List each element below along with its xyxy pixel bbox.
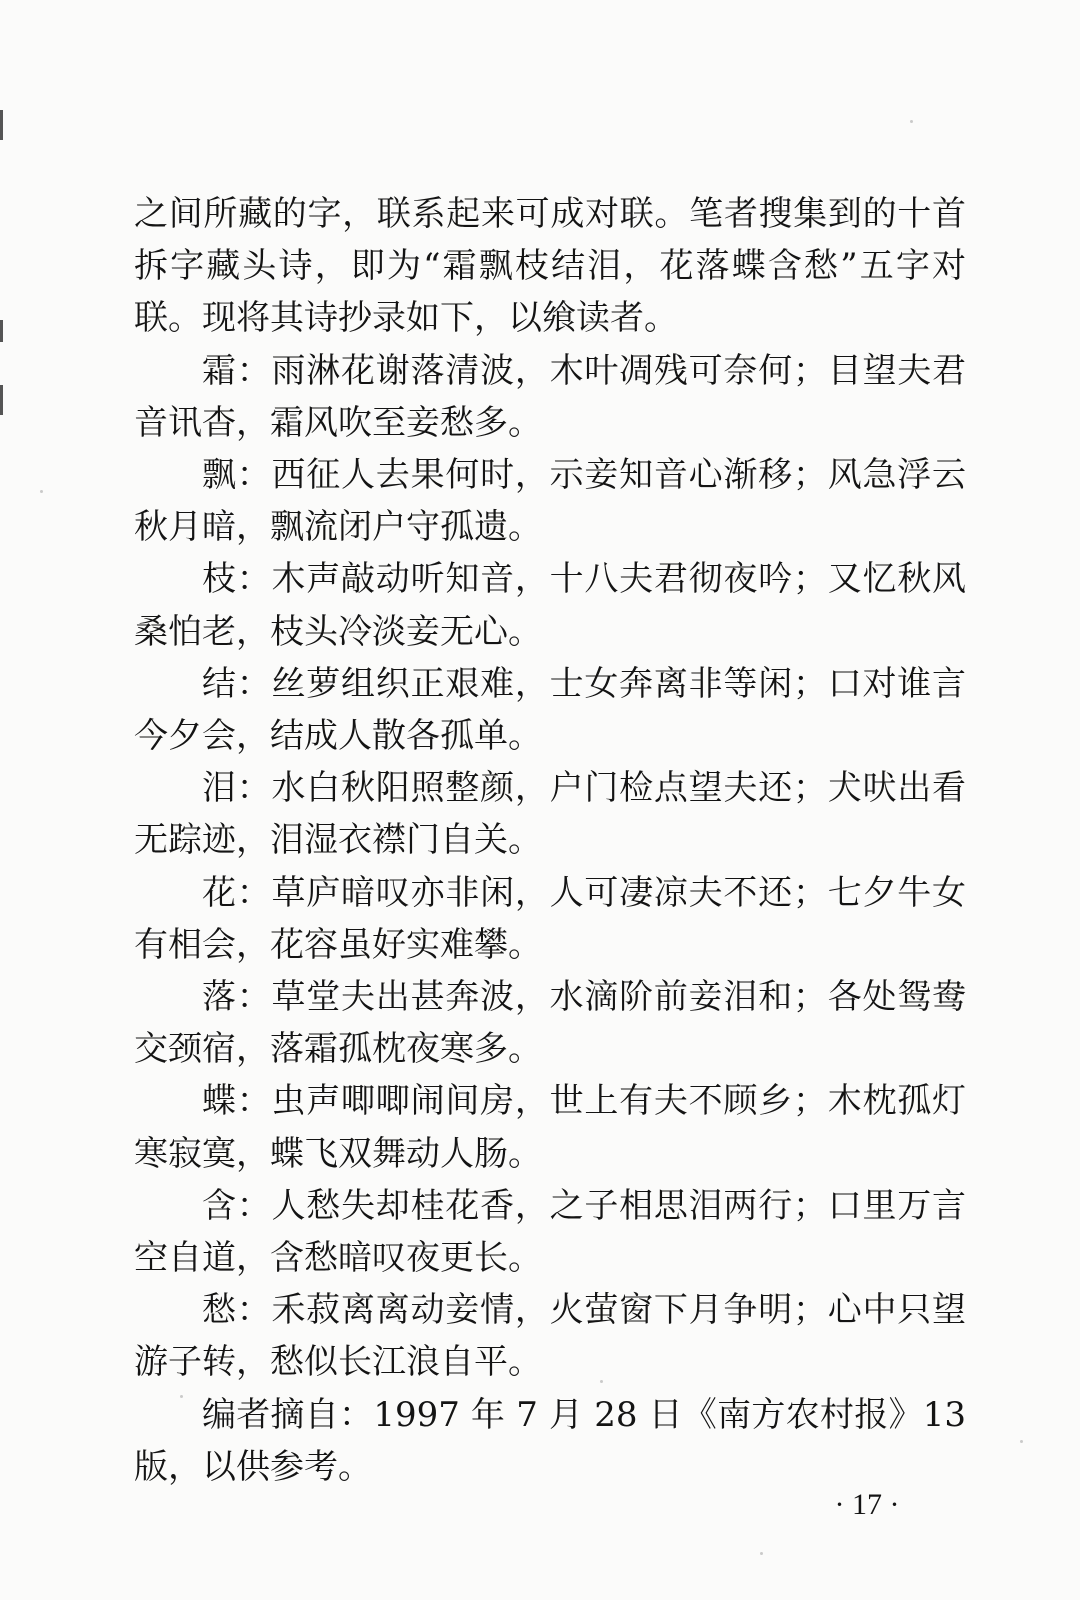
poem-zhi: 枝：木声敲动听知音，十八夫君彻夜吟；又忆秋风桑怕老，枝头冷淡妾无心。 (134, 559, 966, 652)
scan-speck (40, 490, 43, 493)
intro-paragraph: 之间所藏的字，联系起来可成对联。笔者搜集到的十首拆字藏头诗，即为“霜飘枝结泪，花落蝶含愁”五字对联。现将其诗抄录如下，以飨读者。 (134, 194, 966, 339)
editor-note: 编者摘自：1997 年 7 月 28 日《南方农村报》13 版，以供参考。 (134, 1394, 966, 1487)
poem-shuang: 霜：雨淋花谢落清波，木叶凋残可奈何；目望夫君音讯杳，霜风吹至妾愁多。 (134, 350, 966, 443)
binding-edge-mark (0, 320, 3, 342)
poem-jie: 结：丝萝组织正艰难，士女奔离非等闲；口对谁言今夕会，结成人散各孤单。 (134, 663, 966, 757)
binding-edge-mark (0, 110, 3, 140)
binding-edge-mark (0, 385, 3, 415)
poem-hua: 花：草庐暗叹亦非闲，人可凄凉夫不还；七夕牛女有相会，花容虽好实难攀。 (134, 872, 966, 965)
scan-speck (760, 1552, 763, 1555)
poem-han: 含：人愁失却桂花香，之子相思泪两行；口里万言空自道，含愁暗叹夜更长。 (134, 1185, 966, 1279)
scan-speck (910, 120, 913, 123)
poem-piao: 飘：西征人去果何时，示妾知音心渐移；风急浮云秋月暗，飘流闭户守孤遗。 (134, 455, 966, 548)
page-number: · 17 · (834, 1488, 900, 1521)
body-text (134, 188, 966, 1493)
poem-lei: 泪：水白秋阳照整颜，户门检点望夫还；犬吠出看无踪迹，泪湿衣襟门自关。 (134, 768, 966, 861)
poem-luo: 落：草堂夫出甚奔波，水滴阶前妾泪和；各处鸳鸯交颈宿，落霜孤枕夜寒多。 (134, 977, 966, 1070)
poem-chou: 愁：禾菽离离动妾情，火萤窗下月争明；心中只望游子转，愁似长江浪自平。 (134, 1290, 966, 1383)
scan-speck (1020, 1440, 1023, 1443)
poem-die: 蝶：虫声唧唧闹间房，世上有夫不顾乡；木枕孤灯寒寂寞，蝶飞双舞动人肠。 (134, 1081, 966, 1174)
